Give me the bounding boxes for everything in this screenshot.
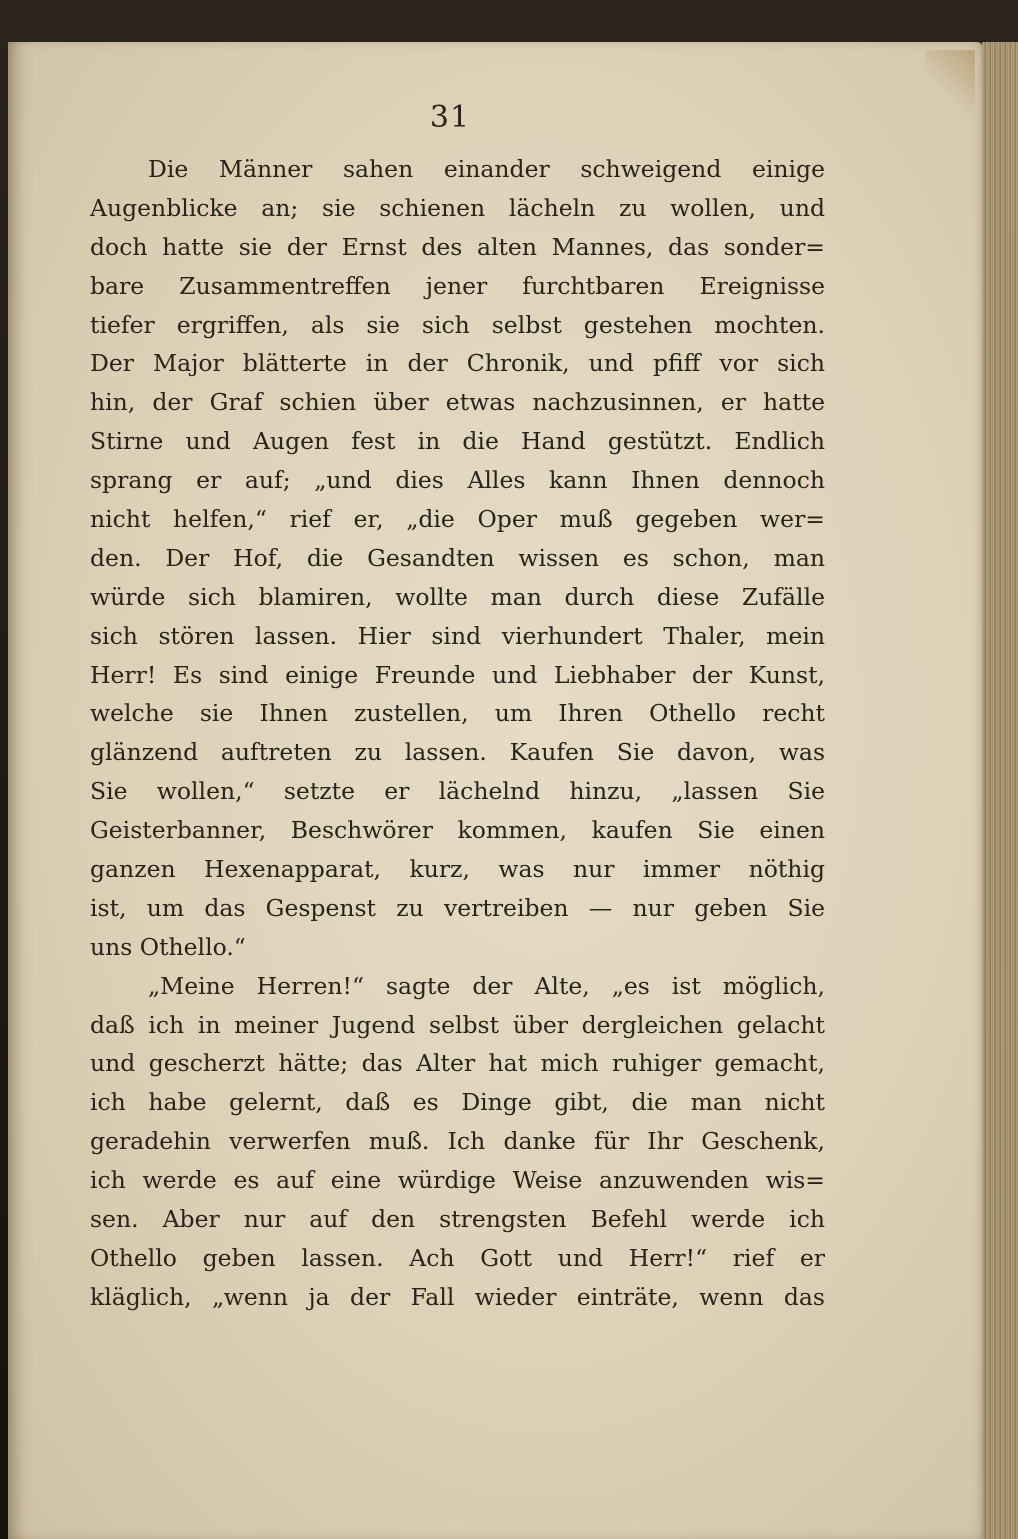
page-number: 31 [429,100,471,135]
text-line: doch hatte sie der Ernst des alten Mannes, das sonder= [90,232,825,261]
text-line: kläglich, „wenn ja der Fall wieder einträte, wenn das [90,1282,825,1311]
text-line: daß ich in meiner Jugend selbst über dergleichen gelacht [90,1010,825,1039]
text-line: würde sich blamiren, wollte man durch diese Zufälle [90,582,825,611]
text-line: sprang er auf; „und dies Alles kann Ihnen dennoch [90,466,825,495]
folded-corner [925,50,975,120]
body-text [90,150,825,1317]
text-line: ich werde es auf eine würdige Weise anzuwenden wis= [90,1166,825,1195]
text-line: ganzen Hexenapparat, kurz, was nur immer nöthig [90,855,825,884]
text-line: hin, der Graf schien über etwas nachzusinnen, er hatte [90,388,825,417]
text-line: Der Major blätterte in der Chronik, und pfiff vor sich [90,349,825,378]
text-line: nicht helfen,“ rief er, „die Oper muß gegeben wer= [90,505,825,534]
text-line: den. Der Hof, die Gesandten wissen es schon, man [90,543,825,572]
text-line: geradehin verwerfen muß. Ich danke für Ihr Geschenk, [90,1127,825,1156]
text-line: Othello geben lassen. Ach Gott und Herr!“ rief er [90,1243,825,1272]
text-line: „Meine Herren!“ sagte der Alte, „es ist möglich, [148,971,825,1000]
text-line: Sie wollen,“ setzte er lächelnd hinzu, „lassen Sie [90,777,825,806]
text-line: sen. Aber nur auf den strengsten Befehl werde ich [90,1205,825,1234]
text-line: Geisterbanner, Beschwörer kommen, kaufen Sie einen [90,816,825,845]
text-line: Die Männer sahen einander schweigend einige [148,155,825,183]
text-line: Augenblicke an; sie schienen lächeln zu wollen, und [90,193,825,222]
text-line: uns Othello.“ [90,932,246,961]
text-line: und gescherzt hätte; das Alter hat mich ruhiger gemacht, [90,1049,825,1078]
text-line: ich habe gelernt, daß es Dinge gibt, die man nicht [90,1088,825,1117]
text-line: tiefer ergriffen, als sie sich selbst gestehen mochten. [90,310,825,339]
page-edges [982,42,1018,1539]
text-line: ist, um das Gespenst zu vertreiben — nur geben Sie [90,893,825,922]
text-line: glänzend auftreten zu lassen. Kaufen Sie davon, was [90,738,825,767]
text-line: Stirne und Augen fest in die Hand gestützt. Endlich [90,427,825,456]
text-line: bare Zusammentreffen jener furchtbaren Ereignisse [90,271,825,300]
text-line: sich stören lassen. Hier sind vierhundert Thaler, mein [90,621,825,650]
text-line: Herr! Es sind einige Freunde und Liebhaber der Kunst, [90,660,825,689]
text-line: welche sie Ihnen zustellen, um Ihren Othello recht [90,699,825,728]
